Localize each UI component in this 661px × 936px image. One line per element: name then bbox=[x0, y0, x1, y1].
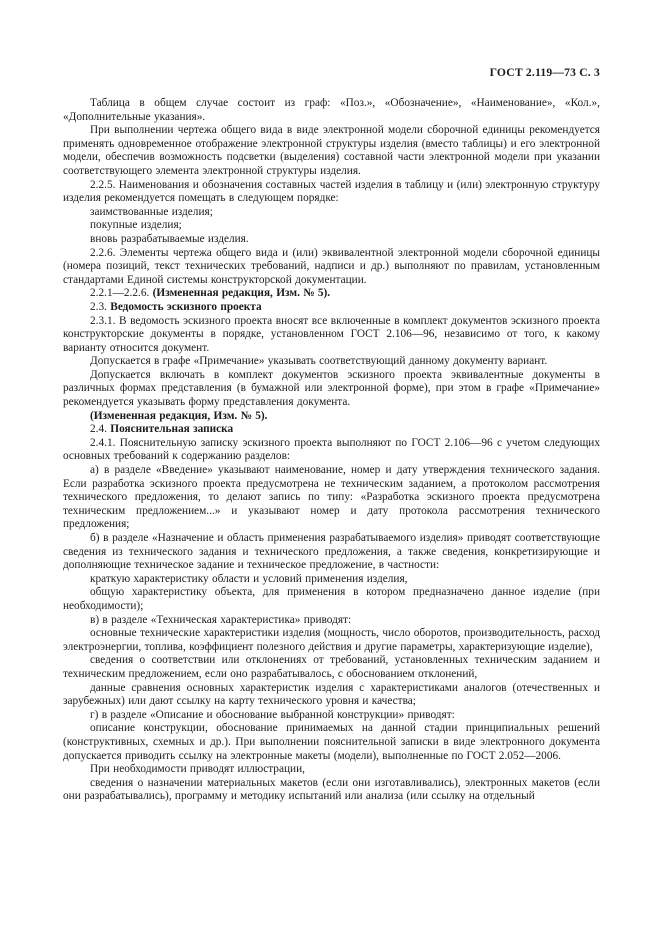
paragraph-text: 2.2.5. Наименования и обозначения составных частей изделия в таблицу и (или) электронную структуру изделия рекомендуется помещать в следующем порядке: bbox=[63, 178, 600, 205]
paragraph bbox=[63, 437, 600, 464]
paragraph bbox=[63, 627, 600, 654]
paragraph-text: покупные изделия; bbox=[90, 219, 182, 232]
paragraph-text: Допускается включать в комплект документов эскизного проекта эквивалентные документы в различных формах представления (в бумажной или электронной форме), при этом в графе «Примечание» рекомендуется указывать форму представления документа. bbox=[63, 368, 600, 409]
paragraph bbox=[63, 124, 600, 178]
paragraph-text: основные технические характеристики изделия (мощность, число оборотов, производительность, расход электроэнергии, топлива, коэффициент полезного действия и другие параметры, характеризующие изделие), bbox=[63, 627, 600, 653]
paragraph-text: г) в разделе «Описание и обоснование выбранной конструкции» приводят: bbox=[90, 708, 455, 721]
paragraph bbox=[63, 682, 600, 709]
document-body bbox=[63, 97, 600, 804]
paragraph-text: данные сравнения основных характеристик изделия с характеристиками аналогов (отечественных и зарубежных) или дают ссылку на карту технического уровня и качества; bbox=[63, 681, 600, 708]
paragraph bbox=[63, 355, 600, 369]
paragraph bbox=[63, 573, 600, 587]
paragraph-text-bold: Пояснительная записка bbox=[110, 423, 234, 436]
paragraph bbox=[63, 179, 600, 206]
paragraph bbox=[63, 763, 600, 777]
paragraph-text: б) в разделе «Назначение и область применения разрабатываемого изделия» приводят соответствующие сведения из технического задания и технического предложения, а также сведения, конкретизирующие и дополняющие техническое задание и техническое предложение, в частности: bbox=[63, 532, 600, 572]
paragraph bbox=[63, 586, 600, 613]
paragraph-text-bold: Ведомость эскизного проекта bbox=[110, 300, 262, 313]
paragraph bbox=[63, 315, 600, 356]
paragraph-text: 2.3.1. В ведомость эскизного проекта вносят все включенные в комплект документов эскизного проекта конструкторские документы в порядке, установленном ГОСТ 2.106—96, независимо от того, к какому варианту относится документ. bbox=[63, 314, 600, 354]
page-header: ГОСТ 2.119—73 С. 3 bbox=[489, 66, 600, 79]
paragraph bbox=[63, 287, 600, 301]
paragraph bbox=[63, 219, 600, 233]
paragraph bbox=[63, 464, 600, 532]
paragraph-text: описание конструкции, обоснование принимаемых на данной стадии принципиальных решений (конструктивных, схемных и др.). При выполнении пояснительной записки в виде электронного документа допускается приводить ссылку на электронные макеты (модели), выполненные по ГОСТ 2.052—2006. bbox=[63, 722, 600, 762]
paragraph-text: При выполнении чертежа общего вида в виде электронной модели сборочной единицы рекомендуется применять одновременное отображение электронной структуры изделия (вместо таблицы) и его электронной модели, обеспечив возможность подсветки (выделения) составной части электронной модели при указании соответствующего элемента электронной структуры изделия. bbox=[63, 124, 600, 177]
paragraph bbox=[63, 206, 600, 220]
paragraph-text: 2.4. bbox=[90, 423, 111, 436]
paragraph-text: При необходимости приводят иллюстрации, bbox=[90, 763, 305, 776]
paragraph-text: 2.2.1—2.2.6. bbox=[90, 287, 153, 300]
paragraph bbox=[63, 369, 600, 410]
paragraph bbox=[63, 532, 600, 573]
paragraph-text: в) в разделе «Техническая характеристика» приводят: bbox=[90, 613, 352, 626]
paragraph-text: а) в разделе «Введение» указывают наименование, номер и дату утверждения технического задания. Если разработка эскизного проекта предусмотрена не техническим заданием, а протоколом рассмотрения технического предложения, то делают запись по типу: «Разработка эскизного проекта предусмотрена техническим предложением...» и указывают номер и дату протокола рассмотрения технического предложения; bbox=[63, 464, 600, 531]
paragraph-text: вновь разрабатываемые изделия. bbox=[90, 232, 249, 245]
paragraph-text: 2.2.6. Элементы чертежа общего вида и (или) эквивалентной электронной модели сборочной единицы (номера позиций, текст технических требований, надписи и др.) выполняют по правилам, установленным стандартами Единой системы конструкторской документации. bbox=[63, 246, 600, 286]
paragraph bbox=[63, 423, 600, 437]
paragraph bbox=[63, 777, 600, 804]
paragraph bbox=[63, 233, 600, 247]
paragraph bbox=[63, 722, 600, 763]
paragraph bbox=[63, 709, 600, 723]
paragraph bbox=[63, 654, 600, 681]
paragraph bbox=[63, 301, 600, 315]
paragraph-text: Допускается в графе «Примечание» указывать соответствующий данному документу вариант. bbox=[90, 355, 548, 368]
paragraph-text: 2.3. bbox=[90, 300, 111, 313]
paragraph-text: 2.4.1. Пояснительную записку эскизного проекта выполняют по ГОСТ 2.106—96 с учетом следующих основных требований к содержанию разделов: bbox=[63, 436, 600, 463]
paragraph-text: сведения о соответствии или отклонениях от требований, установленных техническим заданием и техническим предложением, если оно разрабатывалось, с обоснованием отклонений, bbox=[63, 654, 600, 680]
paragraph bbox=[63, 97, 600, 124]
paragraph-text: сведения о назначении материальных макетов (если они изготавливались), электронных макетов (если они разрабатывались), программу и методику испытаний или анализа (или ссылку на отдельный bbox=[63, 776, 600, 803]
paragraph-text: краткую характеристику области и условий применения изделия, bbox=[90, 572, 408, 585]
paragraph bbox=[63, 410, 600, 424]
paragraph-text-bold: (Измененная редакция, Изм. № 5). bbox=[90, 409, 268, 422]
paragraph bbox=[63, 247, 600, 288]
paragraph-text-bold: (Измененная редакция, Изм. № 5). bbox=[152, 287, 331, 300]
paragraph bbox=[63, 614, 600, 628]
paragraph-text: заимствованные изделия; bbox=[90, 205, 213, 218]
paragraph-text: общую характеристику объекта, для применения в котором предназначено данное изделие (при необходимости); bbox=[63, 586, 600, 612]
paragraph-text: Таблица в общем случае состоит из граф: «Поз.», «Обозначение», «Наименование», «Кол.», «Дополнительные указания». bbox=[63, 97, 600, 123]
